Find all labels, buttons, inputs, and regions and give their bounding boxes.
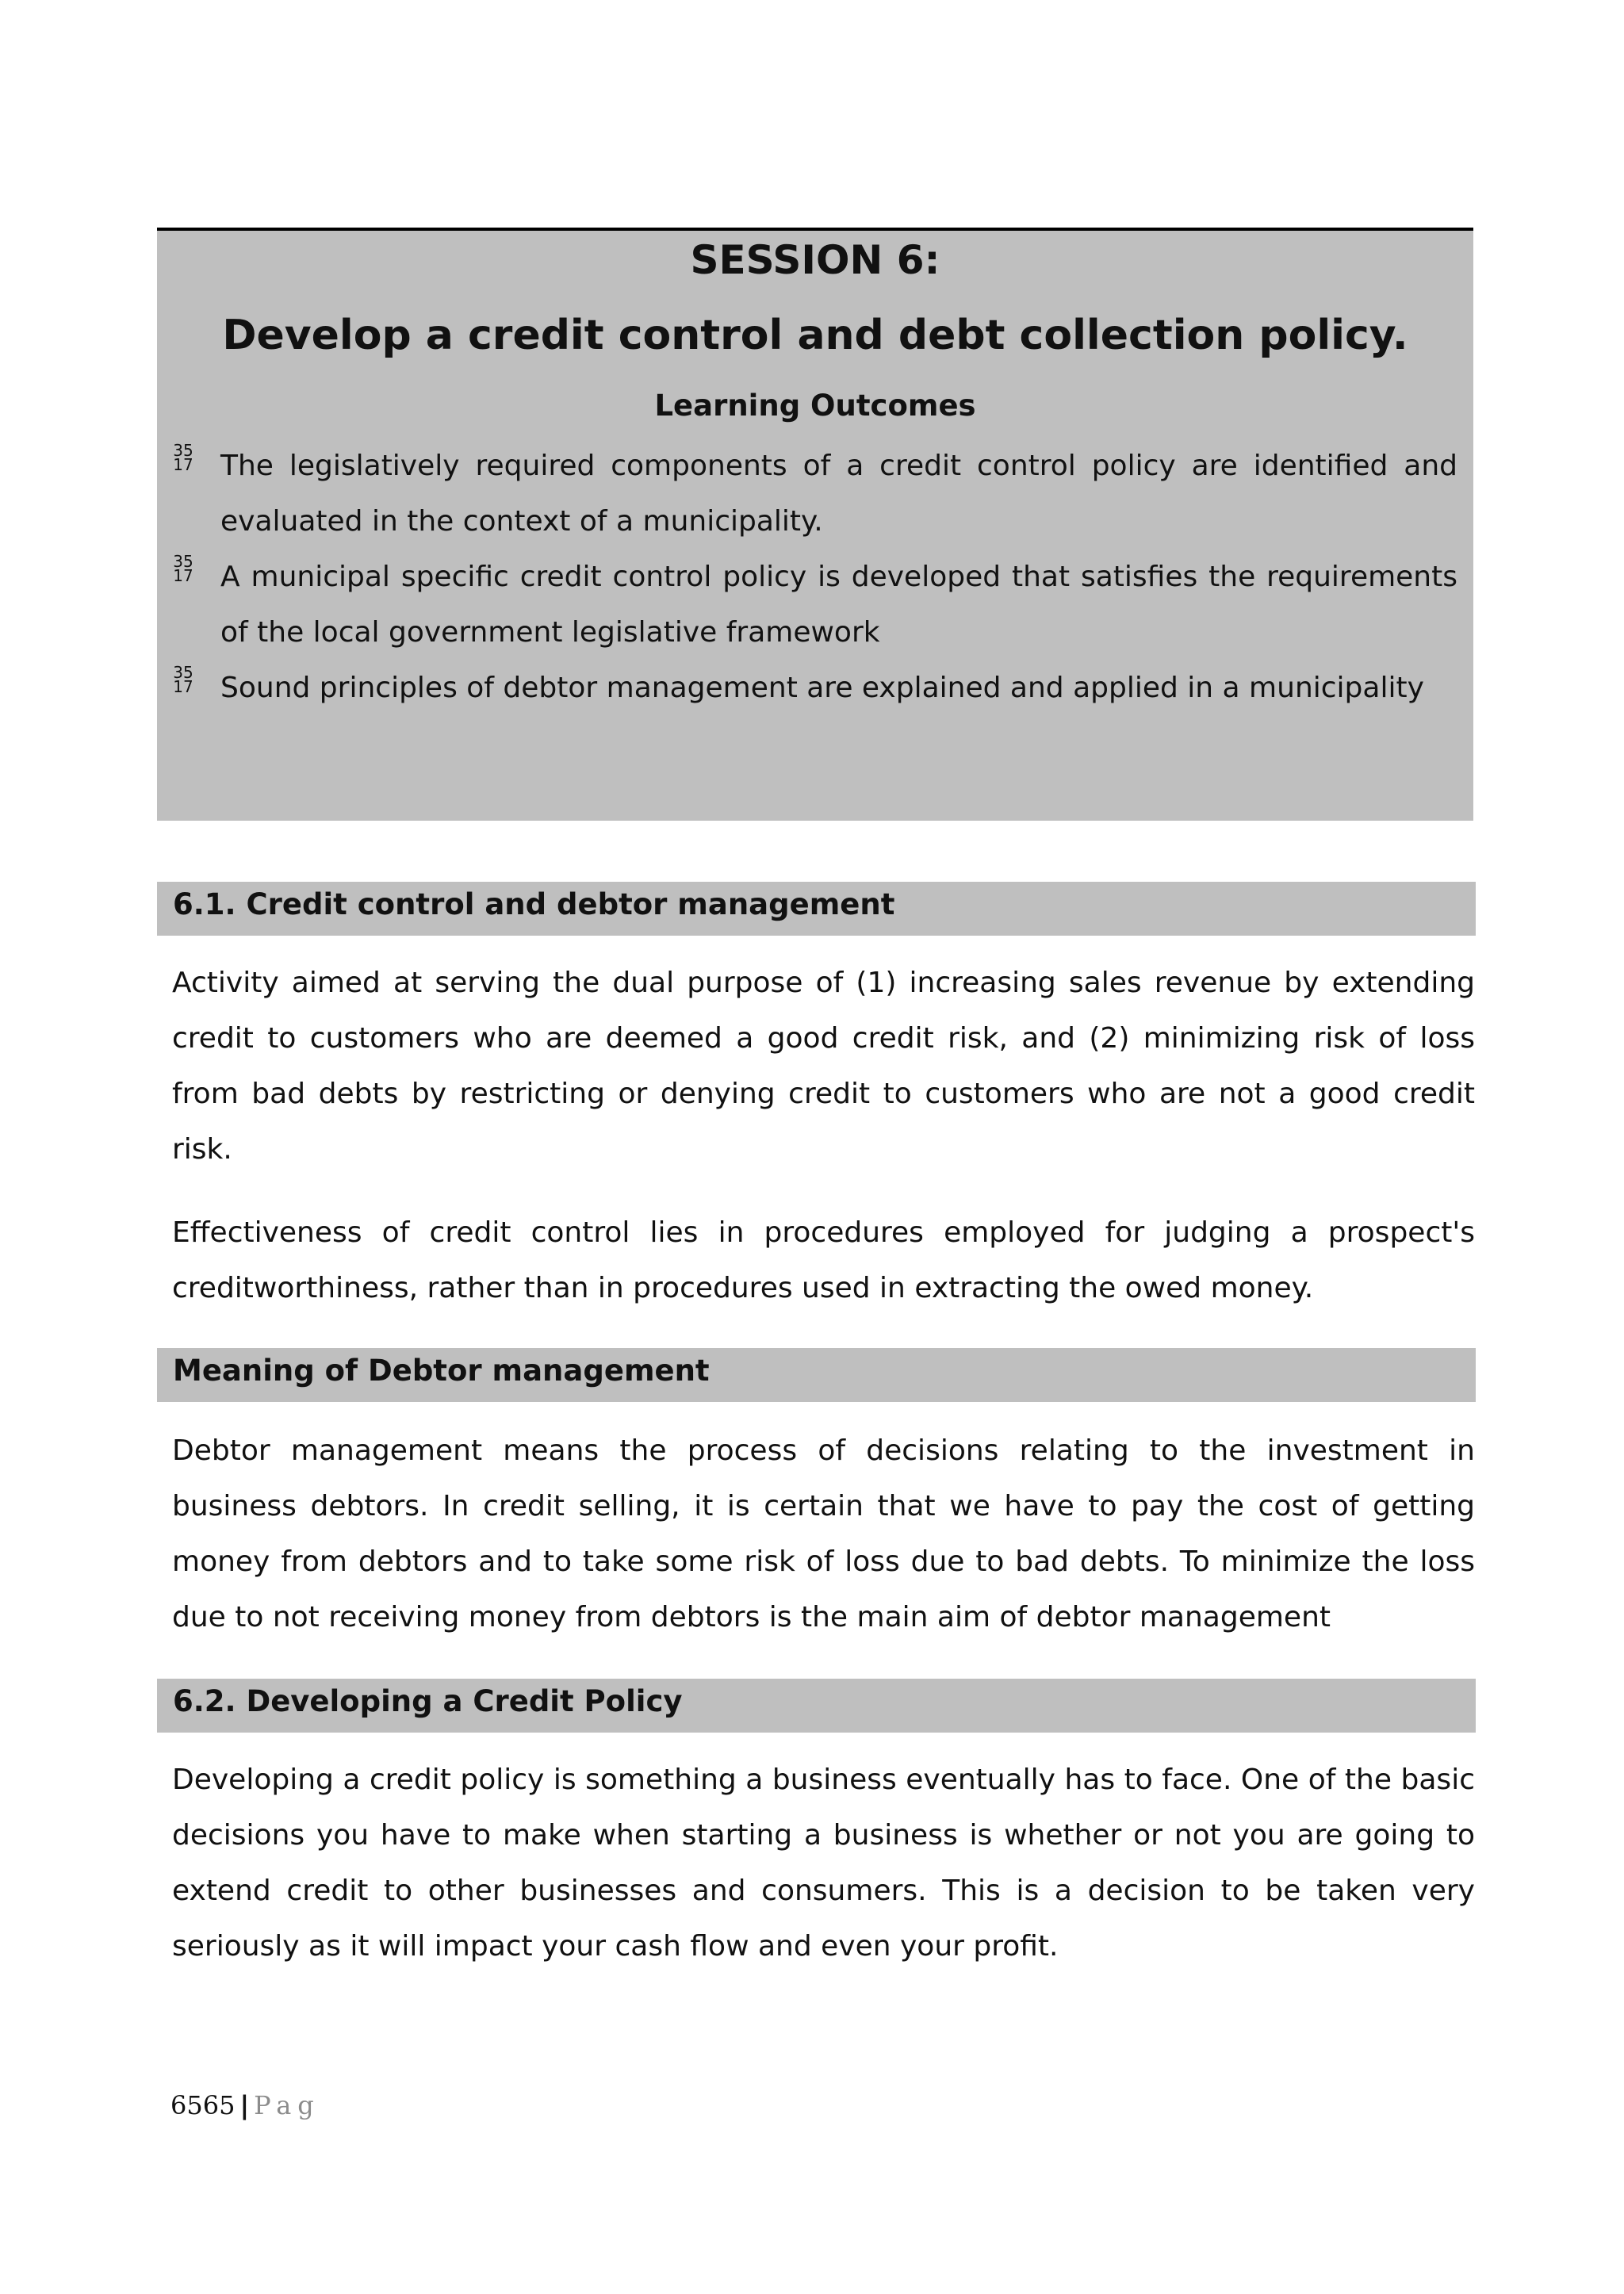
section-heading-bar xyxy=(157,882,1476,936)
paragraph: Effectiveness of credit control lies in procedures employed for judging a prospect's creditworthiness, rather than in procedures used in extracting the owed money. xyxy=(172,1216,1475,1304)
page-number: 6565 xyxy=(170,2090,236,2120)
learning-outcome-text: Sound principles of debtor management are explained and applied in a municipality xyxy=(220,672,1424,704)
bullet-marker-icon: 35 17 xyxy=(173,552,193,585)
paragraph: Developing a credit policy is something a business eventually has to face. One of the basic decisions you have to make when starting a business is whether or not you are going to extend credit to other businesses and consumers. This is a decision to be taken very seriously as it will impact your cash flow and even your profit. xyxy=(172,1764,1475,1963)
section-heading-bar xyxy=(157,1348,1476,1402)
session-title: Develop a credit control and debt collection policy. xyxy=(222,312,1408,359)
section-heading: 6.1. Credit control and debtor management xyxy=(173,887,895,921)
learning-outcomes-heading: Learning Outcomes xyxy=(654,389,976,423)
session-number: SESSION 6: xyxy=(690,237,940,283)
page-footer xyxy=(170,2085,320,2125)
paragraph: Activity aimed at serving the dual purpose of (1) increasing sales revenue by extending credit to customers who are deemed a good credit risk, and (2) minimizing risk of loss from bad debts by restricting or denying credit to customers who are not a good credit risk. xyxy=(172,967,1475,1166)
bullet-marker-icon: 35 17 xyxy=(173,663,193,696)
section-heading-bar xyxy=(157,1679,1476,1733)
section-heading: 6.2. Developing a Credit Policy xyxy=(173,1684,683,1718)
bullet-marker-icon: 35 17 xyxy=(173,441,193,474)
session-header-box xyxy=(157,231,1473,821)
paragraph: Debtor management means the process of decisions relating to the investment in business debtors. In credit selling, it is certain that we have to pay the cost of getting money from debtors and to take some risk of loss due to bad debts. To minimize the loss due to not receiving money from debtors is the main aim of debtor management xyxy=(172,1434,1475,1633)
learning-outcome-text: A municipal specific credit control policy is developed that satisfies the requirements of the local government legislative framework xyxy=(220,561,1457,649)
section-heading: Meaning of Debtor management xyxy=(173,1354,710,1388)
learning-outcome-text: The legislatively required components of a credit control policy are identified and evaluated in the context of a municipality. xyxy=(220,450,1457,538)
footer-separator: | xyxy=(239,2090,250,2120)
page-label: Pag xyxy=(254,2090,320,2120)
